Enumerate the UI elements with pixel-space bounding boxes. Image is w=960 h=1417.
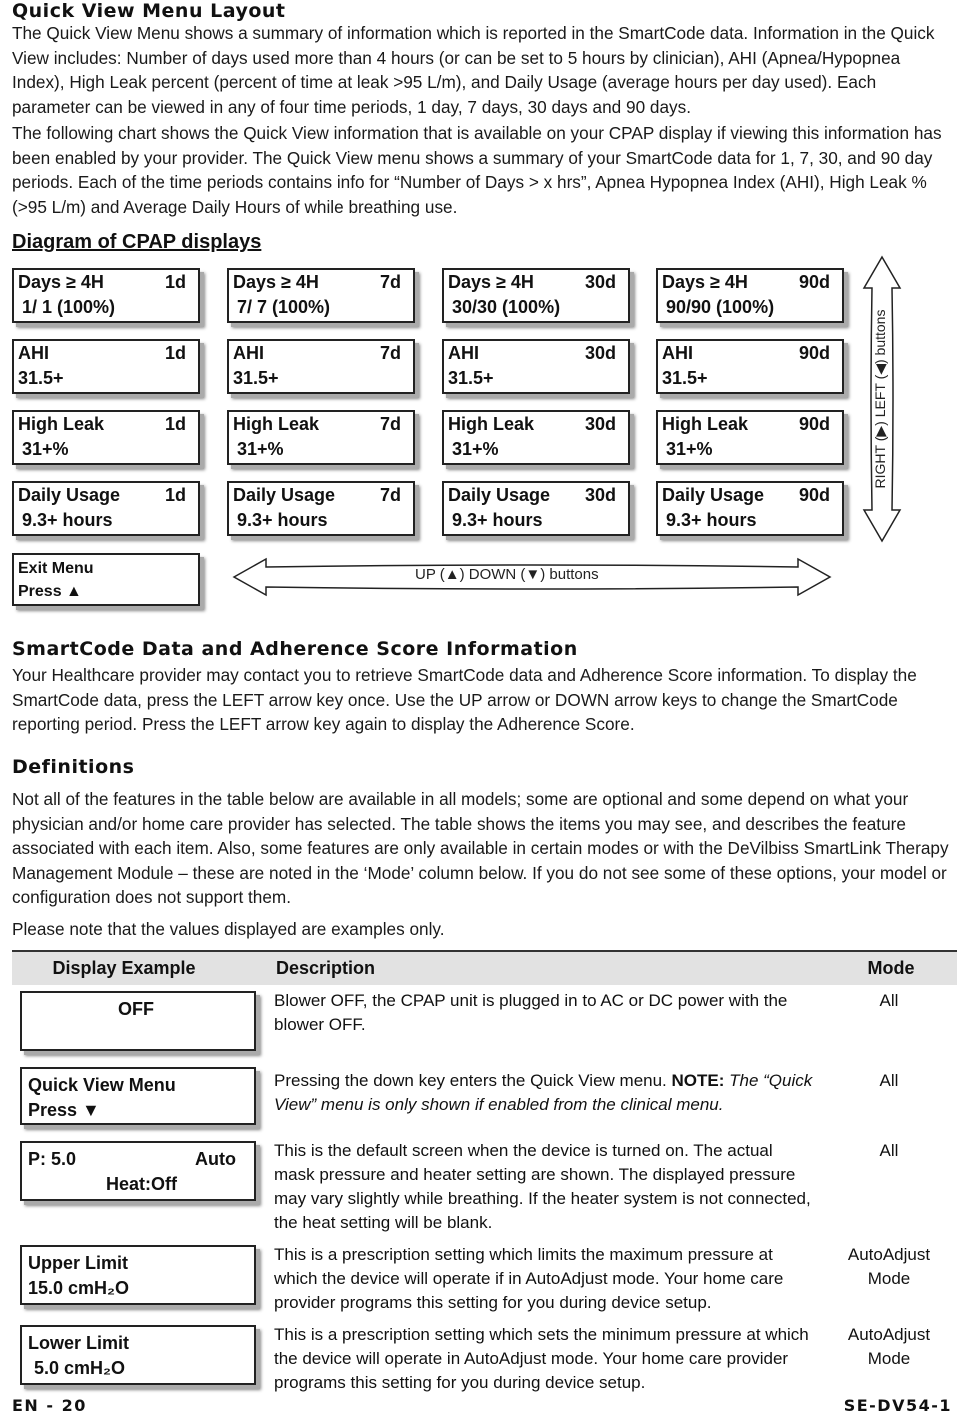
row-mode: All bbox=[879, 991, 899, 1010]
lcd-label: AHI bbox=[662, 343, 693, 363]
lcd-period: 30d bbox=[584, 485, 616, 505]
display-line: P: 5.0 bbox=[28, 1149, 77, 1169]
lcd-value: 31.5+ bbox=[448, 368, 494, 388]
lcd-period: 1d bbox=[164, 485, 186, 505]
lcd-value: 31.5+ bbox=[18, 368, 64, 388]
lcd-exit-menu bbox=[12, 553, 200, 606]
display-line: 5.0 cmH₂O bbox=[34, 1358, 126, 1378]
row-description: This is the default screen when the device is turned on. The actual mask pressure and heater setting are shown. The displayed pressure may vary slightly while breathing. If the heater system is not connected, the heat setting will be blank. bbox=[274, 1141, 811, 1232]
exit-menu-line2: Press ▲ bbox=[18, 583, 82, 600]
right-left-buttons-label: RIGHT (▶) LEFT (◀) buttons bbox=[872, 309, 888, 489]
lcd-value: 31.5+ bbox=[662, 368, 708, 388]
lcd-period: 1d bbox=[164, 343, 186, 363]
lcd-period: 7d bbox=[379, 485, 401, 505]
row-mode: All bbox=[879, 1071, 899, 1090]
lcd-leak-7d bbox=[227, 410, 415, 465]
lcd-leak-90d bbox=[656, 410, 844, 465]
lcd-value: 31.5+ bbox=[233, 368, 279, 388]
lcd-label: Daily Usage bbox=[233, 485, 336, 505]
table-row bbox=[12, 1061, 957, 1135]
lcd-period: 90d bbox=[798, 414, 830, 434]
display-line: OFF bbox=[118, 999, 154, 1019]
table-row bbox=[12, 1319, 957, 1399]
row-description bbox=[270, 1061, 825, 1135]
header-mode: Mode bbox=[825, 951, 957, 985]
lcd-value: 9.3+ hours bbox=[237, 510, 328, 530]
lcd-period: 30d bbox=[584, 272, 616, 292]
lcd-value: 9.3+ hours bbox=[452, 510, 543, 530]
lcd-period: 1d bbox=[164, 272, 186, 292]
description-note-text: The “Quick View” menu is only shown if enabled from the clinical menu. bbox=[274, 1071, 813, 1114]
lcd-label: AHI bbox=[448, 343, 479, 363]
quick-view-paragraph-2: The following chart shows the Quick View information that is available on your CPAP display if viewing this information has been enabled by your provider. The Quick View menu shows a summary of your SmartCode data for 1, 7, 30, and 90 day periods. Each of the time periods contains info for “Number of Days > x hrs”, Apnea Hypopnea Index (AHI), High Leak % (>95 L/m) and Average Daily Hours of while breathing use. bbox=[12, 123, 942, 217]
description-note-label: NOTE: bbox=[671, 1071, 725, 1090]
footer-doc-code: SE-DV54-1 bbox=[843, 1396, 952, 1415]
display-example-pressure bbox=[20, 1141, 256, 1201]
lcd-usage-7d bbox=[227, 481, 415, 536]
lcd-value: 30/30 (100%) bbox=[452, 297, 561, 317]
display-line: 15.0 cmH₂O bbox=[28, 1278, 130, 1298]
lcd-ahi-7d bbox=[227, 339, 415, 394]
lcd-label: Days ≥ 4H bbox=[448, 272, 534, 292]
definitions-paragraph: Not all of the features in the table below are available in all models; some are optional and some depend on what your physician and/or home care provider has selected. The table shows the items you may see, and describes the feature associated with each item. Also, some features are only available in certain modes or with the DeVilbiss SmartLink Therapy Management Module – these are noted in the ‘Mode’ column below. If you do not see some of these options, your model or configuration does not support them. bbox=[12, 789, 949, 907]
lcd-value: 90/90 (100%) bbox=[666, 297, 775, 317]
exit-menu-line1: Exit Menu bbox=[18, 560, 94, 577]
header-description: Description bbox=[270, 951, 825, 985]
lcd-period: 7d bbox=[379, 414, 401, 434]
lcd-value: 31+% bbox=[237, 439, 284, 459]
lcd-value: 31+% bbox=[22, 439, 69, 459]
lcd-label: High Leak bbox=[662, 414, 749, 434]
lcd-days-7d bbox=[227, 268, 415, 323]
lcd-label: Daily Usage bbox=[18, 485, 121, 505]
display-example-lower-limit bbox=[20, 1325, 256, 1385]
lcd-period: 1d bbox=[164, 414, 186, 434]
display-line: Lower Limit bbox=[28, 1333, 130, 1353]
lcd-days-90d bbox=[656, 268, 844, 323]
lcd-value: 9.3+ hours bbox=[22, 510, 113, 530]
section-title-smartcode: SmartCode Data and Adherence Score Information bbox=[12, 638, 578, 660]
lcd-period: 90d bbox=[798, 343, 830, 363]
row-mode: AutoAdjust Mode bbox=[847, 1325, 931, 1368]
display-line: Upper Limit bbox=[28, 1253, 129, 1273]
lcd-label: Daily Usage bbox=[662, 485, 765, 505]
display-line: Heat:Off bbox=[106, 1174, 177, 1194]
header-display-example: Display Example bbox=[12, 951, 270, 985]
lcd-period: 90d bbox=[798, 272, 830, 292]
table-row bbox=[12, 1135, 957, 1239]
lcd-label: AHI bbox=[233, 343, 264, 363]
row-description: This is a prescription setting which limits the maximum pressure at which the device will operate if in AutoAdjust mode. Your home care provider programs this setting for you during device setup. bbox=[274, 1245, 784, 1312]
lcd-usage-30d bbox=[442, 481, 630, 536]
up-down-buttons-label: UP (▲) DOWN (▼) buttons bbox=[415, 566, 599, 583]
section-title-definitions: Definitions bbox=[12, 756, 135, 778]
definitions-note: Please note that the values displayed are examples only. bbox=[12, 919, 445, 939]
display-example-off bbox=[20, 991, 256, 1051]
lcd-days-1d bbox=[12, 268, 200, 323]
table-row bbox=[12, 985, 957, 1061]
table-header-row bbox=[12, 951, 957, 985]
lcd-period: 90d bbox=[798, 485, 830, 505]
description-text: Pressing the down key enters the Quick View menu. bbox=[274, 1071, 672, 1090]
display-line: Quick View Menu bbox=[28, 1075, 176, 1095]
lcd-value: 31+% bbox=[666, 439, 713, 459]
lcd-leak-30d bbox=[442, 410, 630, 465]
lcd-period: 30d bbox=[584, 343, 616, 363]
lcd-days-30d bbox=[442, 268, 630, 323]
display-example-quick-view bbox=[20, 1067, 256, 1125]
row-mode: All bbox=[879, 1141, 899, 1160]
lcd-value: 31+% bbox=[452, 439, 499, 459]
lcd-value: 9.3+ hours bbox=[666, 510, 757, 530]
lcd-ahi-1d bbox=[12, 339, 200, 394]
lcd-ahi-30d bbox=[442, 339, 630, 394]
lcd-ahi-90d bbox=[656, 339, 844, 394]
footer-page-number: EN - 20 bbox=[12, 1396, 87, 1415]
lcd-label: Days ≥ 4H bbox=[18, 272, 104, 292]
lcd-period: 30d bbox=[584, 414, 616, 434]
display-line: Auto bbox=[195, 1149, 236, 1169]
lcd-usage-1d bbox=[12, 481, 200, 536]
lcd-label: High Leak bbox=[18, 414, 105, 434]
lcd-label: Days ≥ 4H bbox=[233, 272, 319, 292]
display-line: Press ▼ bbox=[28, 1100, 100, 1120]
lcd-leak-1d bbox=[12, 410, 200, 465]
quick-view-paragraph-1: The Quick View Menu shows a summary of information which is reported in the SmartCode data. Information in the Quick View includes: Number of days used more than 4 hours (or can be set to 5 hours by clinician), AHI (Apnea/Hypopnea Index), High Leak percent (percent of time at leak >95 L/m), and Daily Usage (average hours per day used). Each parameter can be viewed in any of four time periods, 1 day, 7 days, 30 days and 90 days. bbox=[12, 23, 935, 117]
lcd-label: Daily Usage bbox=[448, 485, 551, 505]
lcd-usage-90d bbox=[656, 481, 844, 536]
lcd-label: Days ≥ 4H bbox=[662, 272, 748, 292]
display-example-upper-limit bbox=[20, 1245, 256, 1305]
row-description: Blower OFF, the CPAP unit is plugged in to AC or DC power with the blower OFF. bbox=[274, 991, 788, 1034]
lcd-period: 7d bbox=[379, 343, 401, 363]
lcd-label: High Leak bbox=[233, 414, 320, 434]
lcd-label: High Leak bbox=[448, 414, 535, 434]
row-description: This is a prescription setting which sets the minimum pressure at which the device will operate in AutoAdjust mode. Your home care provider programs this setting for you during device setup. bbox=[274, 1325, 809, 1392]
table-row bbox=[12, 1239, 957, 1319]
smartcode-paragraph: Your Healthcare provider may contact you to retrieve SmartCode data and Adherence Score information. To display the SmartCode data, press the LEFT arrow key once. Use the UP arrow or DOWN arrow keys to change the SmartCode reporting period. Press the LEFT arrow key again to display the Adherence Score. bbox=[12, 665, 917, 734]
lcd-value: 7/ 7 (100%) bbox=[237, 297, 331, 317]
diagram-title: Diagram of CPAP displays bbox=[12, 231, 262, 253]
lcd-label: AHI bbox=[18, 343, 49, 363]
lcd-period: 7d bbox=[379, 272, 401, 292]
section-title-quick-view: Quick View Menu Layout bbox=[12, 0, 286, 22]
definitions-table bbox=[12, 950, 957, 1399]
lcd-value: 1/ 1 (100%) bbox=[22, 297, 116, 317]
row-mode: AutoAdjust Mode bbox=[847, 1245, 931, 1288]
